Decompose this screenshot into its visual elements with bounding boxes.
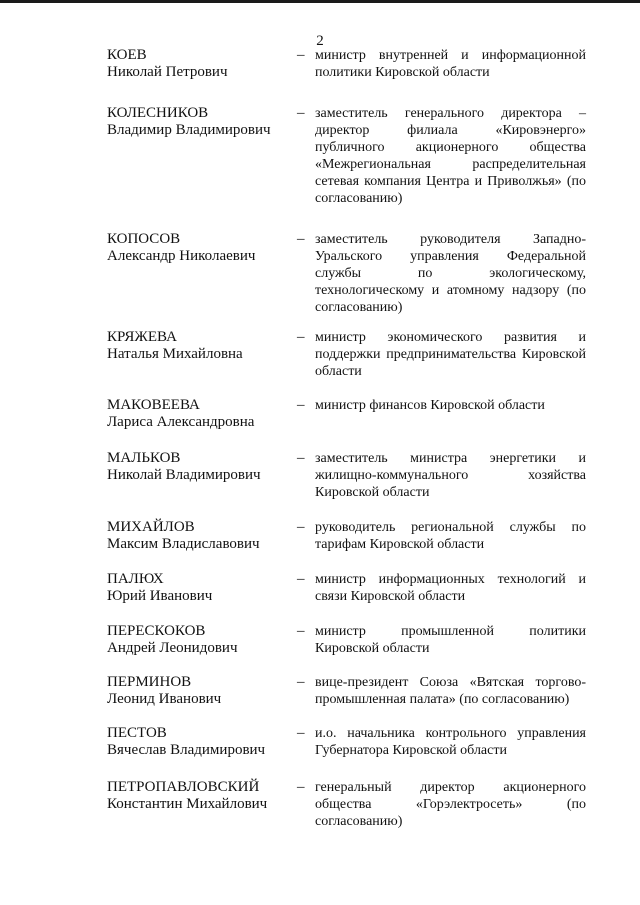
page-number: 2 <box>316 33 324 49</box>
member-surname: КОЛЕСНИКОВ <box>107 105 209 121</box>
member-given-names: Наталья Михайловна <box>107 346 243 362</box>
member-given-names: Андрей Леонидович <box>107 640 238 656</box>
member-name <box>107 47 289 81</box>
dash-separator: – <box>297 397 305 413</box>
members-list <box>0 47 640 839</box>
member-surname: ПЕРМИНОВ <box>107 674 192 690</box>
member-position: вице-президент Союза «Вятская торгово-промышленная палата» (по согласованию) <box>315 675 586 707</box>
member-position: и.о. начальника контрольного управления Губернатора Кировской области <box>315 726 586 758</box>
member-surname: МАКОВЕЕВА <box>107 397 200 413</box>
member-name <box>107 725 289 759</box>
member-position: заместитель генерального директора – директор филиала «Кировэнерго» публичного акционерного общества «Межрегиональная распределительная сетевая компания Центра и Приволжья» (по согласованию) <box>315 106 586 206</box>
member-name <box>107 450 289 484</box>
member-surname: МАЛЬКОВ <box>107 450 181 466</box>
list-item <box>0 231 640 329</box>
member-position: министр информационных технологий и связи Кировской области <box>315 572 586 604</box>
member-given-names: Владимир Владимирович <box>107 122 271 138</box>
member-name <box>107 623 289 657</box>
member-name <box>107 329 289 363</box>
member-name <box>107 231 289 265</box>
member-position: заместитель руководителя Западно-Уральского управления Федеральной службы по экологическому, технологическому и атомному надзору (по согласованию) <box>315 232 586 315</box>
dash-separator: – <box>297 725 305 741</box>
dash-separator: – <box>297 105 305 121</box>
dash-separator: – <box>297 674 305 690</box>
member-surname: МИХАЙЛОВ <box>107 519 195 535</box>
member-position: руководитель региональной службы по тарифам Кировской области <box>315 520 586 552</box>
dash-separator: – <box>297 519 305 535</box>
dash-separator: – <box>297 623 305 639</box>
member-given-names: Константин Михайлович <box>107 796 268 812</box>
member-name <box>107 571 289 605</box>
member-name <box>107 519 289 553</box>
member-position: генеральный директор акционерного общества «Горэлектросеть» (по согласованию) <box>315 780 586 829</box>
list-item <box>0 397 640 450</box>
list-item <box>0 47 640 105</box>
member-surname: ПЕСТОВ <box>107 725 167 741</box>
list-item <box>0 725 640 779</box>
member-surname: ПЕТРОПАВЛОВСКИЙ <box>107 779 260 795</box>
list-item <box>0 779 640 839</box>
list-item <box>0 519 640 571</box>
list-item <box>0 623 640 674</box>
member-given-names: Александр Николаевич <box>107 248 256 264</box>
member-position: заместитель министра энергетики и жилищно-коммунального хозяйства Кировской области <box>315 451 586 500</box>
member-given-names: Юрий Иванович <box>107 588 213 604</box>
dash-separator: – <box>297 779 305 795</box>
list-item <box>0 329 640 397</box>
member-surname: ПЕРЕСКОКОВ <box>107 623 206 639</box>
member-position: министр финансов Кировской области <box>315 398 545 413</box>
top-border-rule <box>0 0 640 3</box>
dash-separator: – <box>297 450 305 466</box>
dash-separator: – <box>297 571 305 587</box>
member-name <box>107 397 289 431</box>
list-item <box>0 450 640 519</box>
member-position: министр экономического развития и поддержки предпринимательства Кировской области <box>315 330 586 379</box>
member-given-names: Николай Петрович <box>107 64 228 80</box>
dash-separator: – <box>297 329 305 345</box>
member-given-names: Леонид Иванович <box>107 691 222 707</box>
member-position: министр внутренней и информационной политики Кировской области <box>315 48 586 80</box>
member-position: министр промышленной политики Кировской области <box>315 624 586 656</box>
list-item <box>0 571 640 623</box>
member-name <box>107 779 289 813</box>
member-given-names: Максим Владиславович <box>107 536 260 552</box>
member-given-names: Вячеслав Владимирович <box>107 742 266 758</box>
member-surname: КОПОСОВ <box>107 231 181 247</box>
list-item <box>0 674 640 725</box>
member-surname: ПАЛЮХ <box>107 571 164 587</box>
dash-separator: – <box>297 47 305 63</box>
member-surname: КОЕВ <box>107 47 147 63</box>
member-surname: КРЯЖЕВА <box>107 329 177 345</box>
member-given-names: Лариса Александровна <box>107 414 255 430</box>
member-given-names: Николай Владимирович <box>107 467 261 483</box>
member-name <box>107 105 289 139</box>
dash-separator: – <box>297 231 305 247</box>
member-name <box>107 674 289 708</box>
list-item <box>0 105 640 231</box>
